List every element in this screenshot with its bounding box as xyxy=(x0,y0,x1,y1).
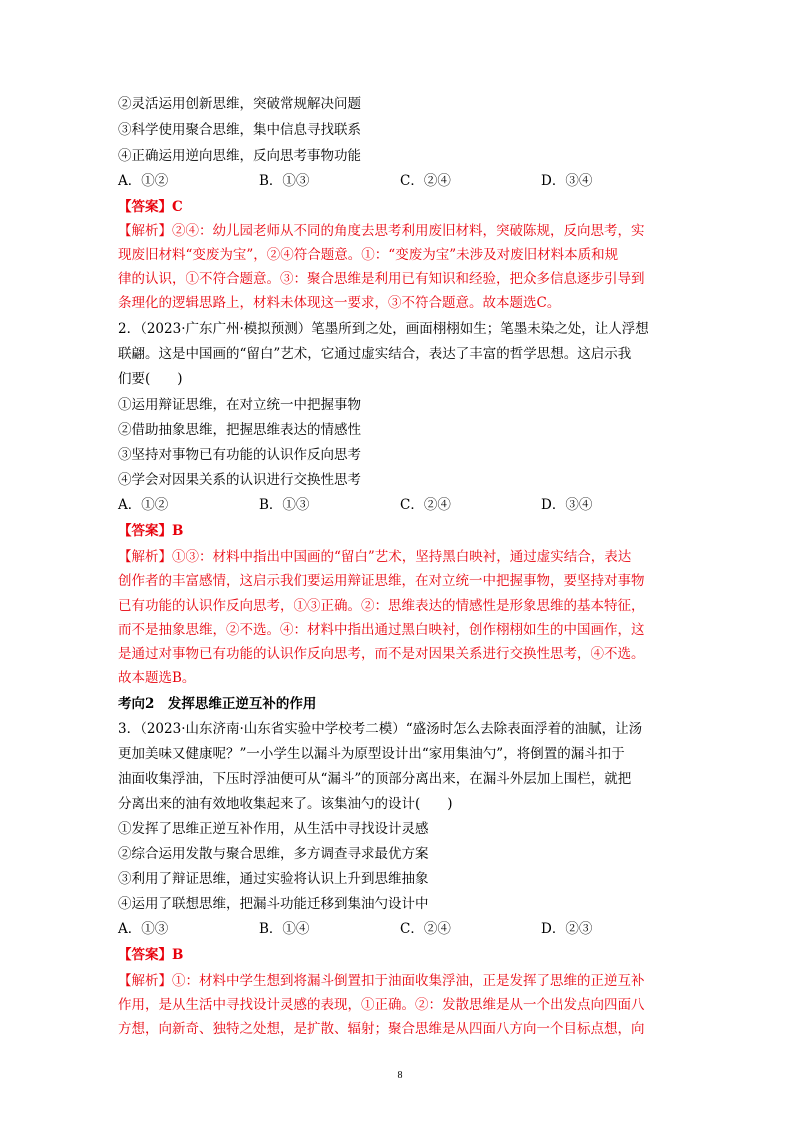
q2-stem-line: 联翩。这是中国画的“留白”艺术，它通过虚实结合，表达了丰富的哲学思想。这启示我 xyxy=(118,346,632,362)
q1-answer: 【答案】C xyxy=(118,199,183,215)
q2-item-3: ③坚持对事物已有功能的认识作反向思考 xyxy=(118,447,361,463)
q1-analysis-line: 律的认识，①不符合题意。③：聚合思维是利用已有知识和经验，把众多信息逐步引导到 xyxy=(118,271,645,287)
q3-stem-line: 分离出来的油有效地收集起来了。该集油勺的设计( ) xyxy=(118,796,453,812)
q3-option-c: C．②④ xyxy=(400,921,451,937)
q2-item-2: ②借助抽象思维，把握思维表达的情感性 xyxy=(118,422,361,438)
q2-analysis-line: 【解析】①③：材料中指出中国画的“留白”艺术，坚持黑白映衬，通过虚实结合，表达 xyxy=(118,549,632,565)
q3-option-a: A．①③ xyxy=(118,921,169,937)
q2-analysis-line: 创作者的丰富感情，这启示我们要运用辩证思维，在对立统一中把握事物，要坚持对事物 xyxy=(118,573,645,589)
q2-option-d: D．③④ xyxy=(541,497,593,513)
q2-stem-line: 2．（2023·广东广州·模拟预测）笔墨所到之处，画面栩栩如生；笔墨未染之处，让人浮想 xyxy=(118,321,649,337)
q1-item-2: ②灵活运用创新思维，突破常规解决问题 xyxy=(118,96,361,112)
q1-option-d: D．③④ xyxy=(541,173,593,189)
q3-item-3: ③利用了辩证思维，通过实验将认识上升到思维抽象 xyxy=(118,871,429,887)
q2-option-b: B．①③ xyxy=(259,497,310,513)
q2-analysis-line: 已有功能的认识作反向思考，①③正确。②：思维表达的情感性是形象思维的基本特征， xyxy=(118,598,645,614)
q1-option-b: B．①③ xyxy=(259,173,310,189)
q1-item-4: ④正确运用逆向思维，反向思考事物功能 xyxy=(118,148,361,164)
q2-option-a: A．①② xyxy=(118,497,169,513)
q2-analysis-line: 故本题选B。 xyxy=(118,670,196,686)
q3-analysis-line: 方想，向新奇、独特之处想，是扩散、辐射；聚合思维是从四面八方向一个目标点想，向 xyxy=(118,1021,645,1037)
q1-analysis-line: 现废旧材料“变废为宝”，②④符合题意。①：“变废为宝”未涉及对废旧材料本质和规 xyxy=(118,247,619,263)
q3-option-d: D．②③ xyxy=(541,921,593,937)
q3-analysis-line: 作用，是从生活中寻找设计灵感的表现，①正确。②：发散思维是从一个出发点向四面八 xyxy=(118,997,645,1013)
q3-stem-line: 油面收集浮油，下压时浮油便可从“漏斗”的顶部分离出来，在漏斗外层加上围栏，就把 xyxy=(118,771,632,787)
page-number: 8 xyxy=(397,1070,403,1081)
q3-option-b: B．①④ xyxy=(259,921,310,937)
q3-item-1: ①发挥了思维正逆互补作用，从生活中寻找设计灵感 xyxy=(118,821,429,837)
q2-option-c: C．②④ xyxy=(400,497,451,513)
q2-stem-line: 们要( ) xyxy=(118,371,183,387)
q1-option-a: A．①② xyxy=(118,173,169,189)
section-heading: 考向2 发挥思维正逆互补的作用 xyxy=(118,696,317,712)
q1-option-c: C．②④ xyxy=(400,173,451,189)
q3-stem-line: 更加美味又健康呢？”一小学生以漏斗为原型设计出“家用集油勺”，将倒置的漏斗扣于 xyxy=(118,746,625,762)
q3-item-4: ④运用了联想思维，把漏斗功能迁移到集油勺设计中 xyxy=(118,896,429,912)
q2-item-4: ④学会对因果关系的认识进行交换性思考 xyxy=(118,472,361,488)
q1-analysis-line: 【解析】②④：幼儿园老师从不同的角度去思考利用废旧材料，突破陈规，反向思考，实 xyxy=(118,223,645,239)
q3-answer: 【答案】B xyxy=(118,947,184,963)
q1-item-3: ③科学使用聚合思维，集中信息寻找联系 xyxy=(118,122,361,138)
q2-answer: 【答案】B xyxy=(118,523,184,539)
q3-stem-line: 3．（2023·山东济南·山东省实验中学校考二模）“盛汤时怎么去除表面浮着的油腻，让汤 xyxy=(118,721,643,737)
q2-analysis-line: 而不是抽象思维，②不选。④：材料中指出通过黑白映衬，创作栩栩如生的中国画作，这 xyxy=(118,622,645,638)
q2-analysis-line: 是通过对事物已有功能的认识作反向思考，而不是对因果关系进行交换性思考，④不选。 xyxy=(118,646,645,662)
q3-analysis-line: 【解析】①：材料中学生想到将漏斗倒置扣于油面收集浮油，正是发挥了思维的正逆互补 xyxy=(118,973,645,989)
q1-analysis-line: 条理化的逻辑思路上，材料未体现这一要求，③不符合题意。故本题选C。 xyxy=(118,295,561,311)
q2-item-1: ①运用辩证思维，在对立统一中把握事物 xyxy=(118,397,361,413)
q3-item-2: ②综合运用发散与聚合思维，多方调查寻求最优方案 xyxy=(118,846,429,862)
